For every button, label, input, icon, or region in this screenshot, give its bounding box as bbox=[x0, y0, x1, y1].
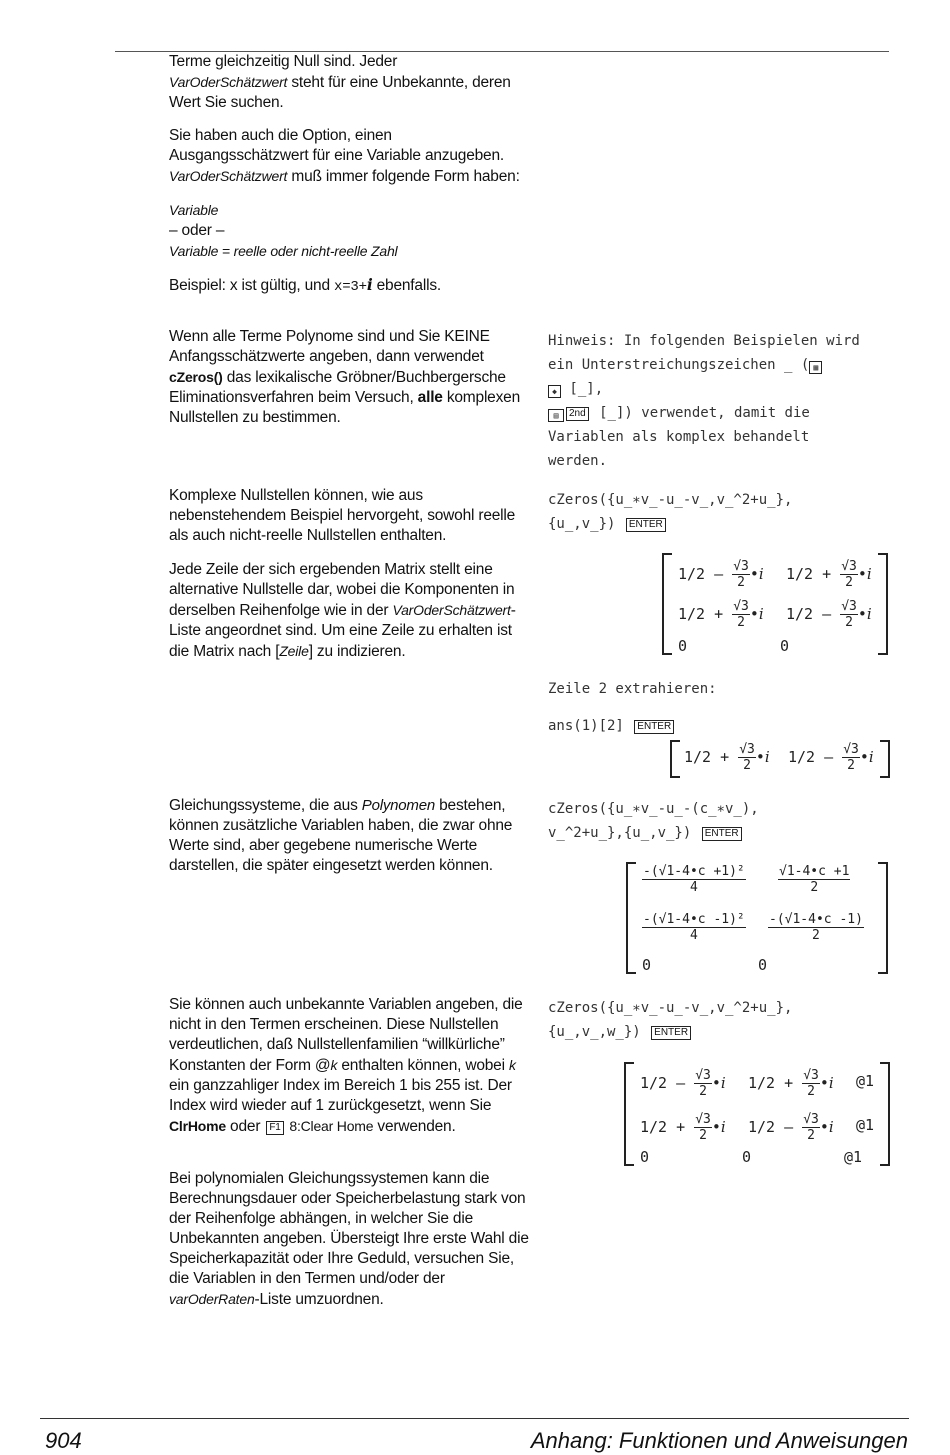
result-matrix-4: 1/2 – $\frac{√3}{2}$ •i 1/2 + $\frac{√3}{2}$ •i @1 1/2 + $\frac{√3}{2}$ •i 1/2 – $\frac{√3}{2}$ •i @1 0 0 @1 bbox=[624, 1062, 890, 1166]
diamond-key-icon: ◆ bbox=[548, 385, 561, 398]
paragraph-8: Gleichungssysteme, die aus Polynomen bestehen, können zusätzliche Variablen haben, die zwar ohne Werte sind, aber gegebene numerische Werte darstellen, die später eingesetzt werden können. bbox=[169, 797, 513, 874]
page-number: 904 bbox=[45, 1428, 82, 1453]
paragraph-4: Beispiel: x ist gültig, und x=3+i ebenfalls. bbox=[169, 275, 441, 295]
2nd-key: 2nd bbox=[566, 407, 589, 421]
calculator-icon: ▦ bbox=[809, 361, 822, 374]
keyboard-icon: ▤ bbox=[548, 409, 564, 422]
paragraph-3: Variable – oder – Variable = reelle oder nicht-reelle Zahl bbox=[169, 202, 398, 259]
extract-row-label: Zeile 2 extrahieren: bbox=[548, 681, 717, 697]
example-1-input: cZeros({u_∗v_-u_-v_,v_^2+u_}, {u_,v_}) ENTER bbox=[548, 492, 793, 532]
paragraph-2: Sie haben auch die Option, einen Ausgangsschätzwert für eine Variable anzugeben. VarOderSchätzwert muß immer folgende Form haben: bbox=[169, 127, 520, 185]
paragraph-10: Bei polynomialen Gleichungssystemen kann die Berechnungsdauer oder Speicherbelastung stark von der Reihenfolge abhängen, in welcher Sie die Unbekannten angeben. Übersteigt Ihre erste Wahl die Speicherkapazität oder Ihre Geduld, versuchen Sie, die Variablen in den Termen und/oder der varOderRaten-Liste umzuordnen. bbox=[169, 1170, 529, 1308]
enter-key: ENTER bbox=[634, 720, 674, 734]
footer-rule bbox=[40, 1418, 909, 1419]
enter-key: ENTER bbox=[651, 1026, 691, 1040]
hint-block: Hinweis: In folgenden Beispielen wird ein Unterstreichungszeichen _ ( ▦ ◆ [_], ▤ 2nd [_]) verwendet, damit die Variablen als komplex behandelt werden. bbox=[548, 333, 860, 469]
example-4-input: cZeros({u_∗v_-u_-v_,v_^2+u_}, {u_,v_,w_}) ENTER bbox=[548, 1000, 793, 1040]
example-2-input: ans(1)[2] ENTER bbox=[548, 714, 893, 738]
result-matrix-1: 1/2 – $\frac{√3}{2}$ •i 1/2 + $\frac{√3}{2}$ •i 1/2 + $\frac{√3}{2}$ •i 1/2 – $\frac{√3}{2}$ •i 0 0 bbox=[662, 553, 888, 655]
paragraph-1: Terme gleichzeitig Null sind. Jeder VarOderSchätzwert steht für eine Unbekannte, deren Wert Sie suchen. bbox=[169, 53, 511, 111]
result-row-vector: 1/2 + $\frac{√3}{2}$ •i 1/2 – $\frac{√3}{2}$ •i bbox=[670, 740, 890, 778]
paragraph-7: Jede Zeile der sich ergebenden Matrix stellt eine alternative Nullstelle dar, wobei die Komponenten in derselben Reihenfolge wie in der VarOderSchätzwert-Liste angeordnet sind. Um eine Zeile zu erhalten ist die Matrix nach [Zeile] zu indizieren. bbox=[169, 561, 516, 660]
f1-key: F1 bbox=[266, 1121, 283, 1135]
example-3-input: cZeros({u_∗v_-u_-(c_∗v_), v_^2+u_},{u_,v_}) ENTER bbox=[548, 801, 759, 841]
paragraph-6: Komplexe Nullstellen können, wie aus nebenstehendem Beispiel hervorgeht, sowohl reelle als auch nicht-reelle Nullstellen enthalten. bbox=[169, 487, 516, 544]
paragraph-9: Sie können auch unbekannte Variablen angeben, die nicht in den Termen erscheinen. Diese Nullstellen verdeutlichen, daß Nullstellenfamilien “willkürliche” Konstanten der Form @k enthalten können, wobei k ein ganzzahliger Index im Bereich 1 bis 255 ist. Der Index wird wieder auf 1 zurückgesetzt, wenn Sie ClrHome oder F1 8:Clear Home verwenden. bbox=[169, 996, 523, 1135]
paragraph-5: Wenn alle Terme Polynome sind und Sie KEINE Anfangsschätzwerte angeben, dann verwendet cZeros() das lexikalische Gröbner/Buchbergersche Eliminationsverfahren beim Versuch, alle komplexen Nullstellen zu bestimmen. bbox=[169, 328, 520, 426]
left-column bbox=[169, 52, 534, 310]
result-matrix-3: $\frac{\text{-(√1-4•c +1)²}}{4}$ $\frac{√1-4•c +1}{2}$ $\frac{\text{-(√1-4•c -1)²}}{4}$ $\frac{-(√1-4•c -1)}{2}$ 0 0 bbox=[626, 862, 888, 974]
chapter-title: Anhang: Funktionen und Anweisungen bbox=[530, 1428, 908, 1453]
enter-key: ENTER bbox=[626, 518, 666, 532]
enter-key: ENTER bbox=[702, 827, 742, 841]
